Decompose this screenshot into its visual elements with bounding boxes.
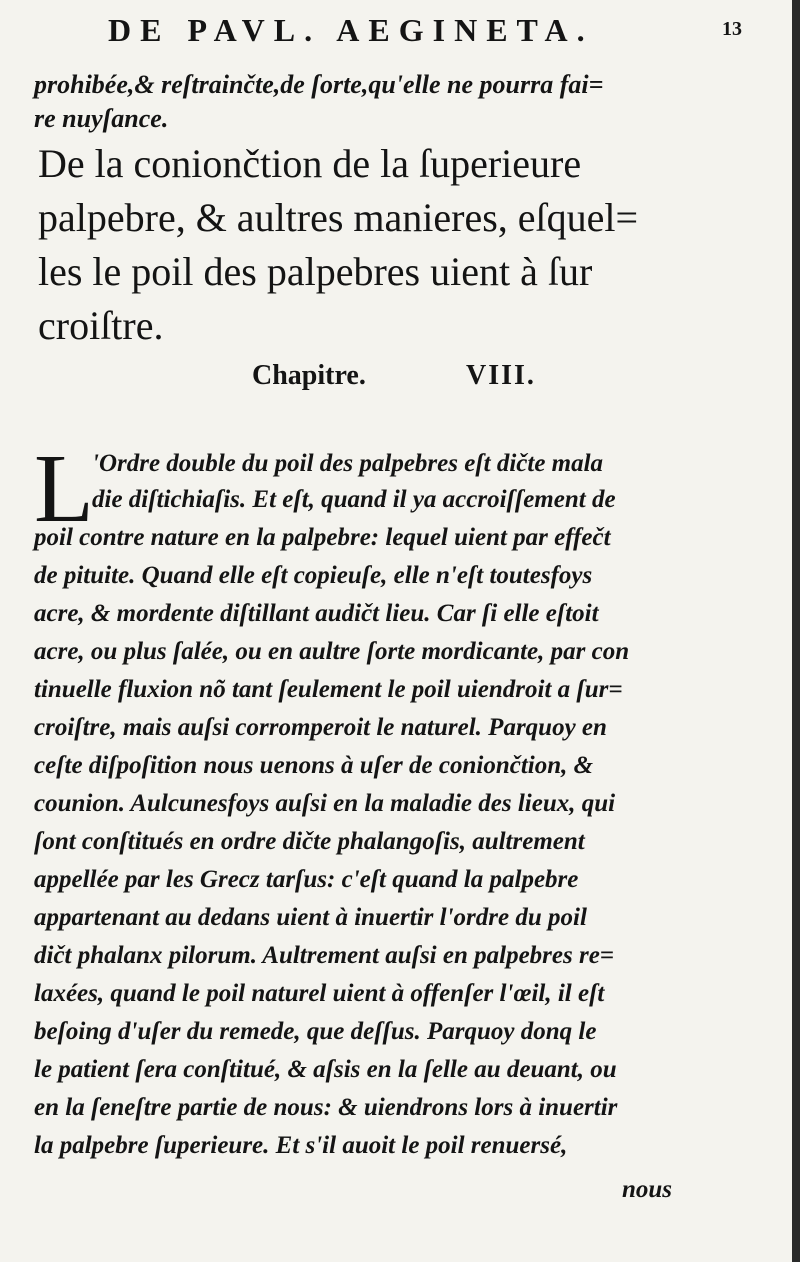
text-line: acre, & mordente diſtillant audičt lieu. Car ſi elle eſtoit bbox=[34, 600, 599, 627]
text-line: acre, ou plus ſalée, ou en aultre ſorte mordicante, par con bbox=[34, 638, 630, 665]
text-line: poil contre nature en la palpebre: lequel uient par effečt bbox=[34, 524, 611, 551]
text-line: counion. Aulcunesfoys auſsi en la maladie des lieux, qui bbox=[34, 790, 616, 817]
text-line: appellée par les Grecz tarſus: c'eſt quand la palpebre bbox=[34, 866, 579, 893]
text-line: croiſtre, mais auſsi corromperoit le naturel. Parquoy en bbox=[34, 714, 607, 741]
chapter-number: VIII. bbox=[466, 360, 536, 391]
text-line: le patient ſera conſtitué, & aſsis en la ſelle au deuant, ou bbox=[34, 1056, 617, 1083]
continuation-line: prohibée,& reſtrainčte,de ſorte,qu'elle ne pourra fai= bbox=[34, 70, 604, 99]
text-line: la palpebre ſuperieure. Et s'il auoit le poil renuersé, bbox=[34, 1132, 568, 1159]
text-line: die diſtichiaſis. Et eſt, quand il ya accroiſſement de bbox=[92, 486, 616, 513]
page-edge-shadow bbox=[792, 0, 800, 1262]
text-line: tinuelle fluxion nõ tant ſeulement le poil uiendroit a ſur= bbox=[34, 676, 623, 703]
text-line: 'Ordre double du poil des palpebres eſt dičte mala bbox=[92, 450, 604, 477]
catchword: nous bbox=[622, 1176, 673, 1203]
text-line: dičt phalanx pilorum. Aultrement auſsi en palpebres re= bbox=[34, 942, 615, 969]
text-line: beſoing d'uſer du remede, que deſſus. Parquoy donq le bbox=[34, 1018, 597, 1045]
text-line: de pituite. Quand elle eſt copieuſe, elle n'eſt toutesfoys bbox=[34, 562, 593, 589]
text-line: en la ſeneſtre partie de nous: & uiendrons lors à inuertir bbox=[34, 1094, 618, 1121]
section-title-line: les le poil des palpebres uient à ſur bbox=[38, 249, 593, 294]
section-title-line: De la coniončtion de la ſuperieure bbox=[38, 141, 582, 186]
text-line: appartenant au dedans uient à inuertir l'ordre du poil bbox=[34, 904, 587, 931]
text-line: ſont conſtitués en ordre dičte phalangoſis, aultrement bbox=[34, 828, 585, 855]
text-line: ceſte diſpoſition nous uenons à uſer de coniončtion, & bbox=[34, 752, 594, 779]
continuation-line: re nuyſance. bbox=[34, 104, 169, 133]
text-line: laxées, quand le poil naturel uient à offenſer l'œil, il eſt bbox=[34, 980, 605, 1007]
section-title-line: palpebre, & aultres manieres, eſquel= bbox=[38, 195, 639, 240]
running-head: DE PAVL. AEGINETA. bbox=[108, 12, 594, 48]
page-number: 13 bbox=[722, 18, 742, 40]
drop-capital: L bbox=[34, 435, 94, 543]
chapter-label: Chapitre. bbox=[252, 360, 366, 391]
section-title-line: croiſtre. bbox=[38, 303, 164, 348]
